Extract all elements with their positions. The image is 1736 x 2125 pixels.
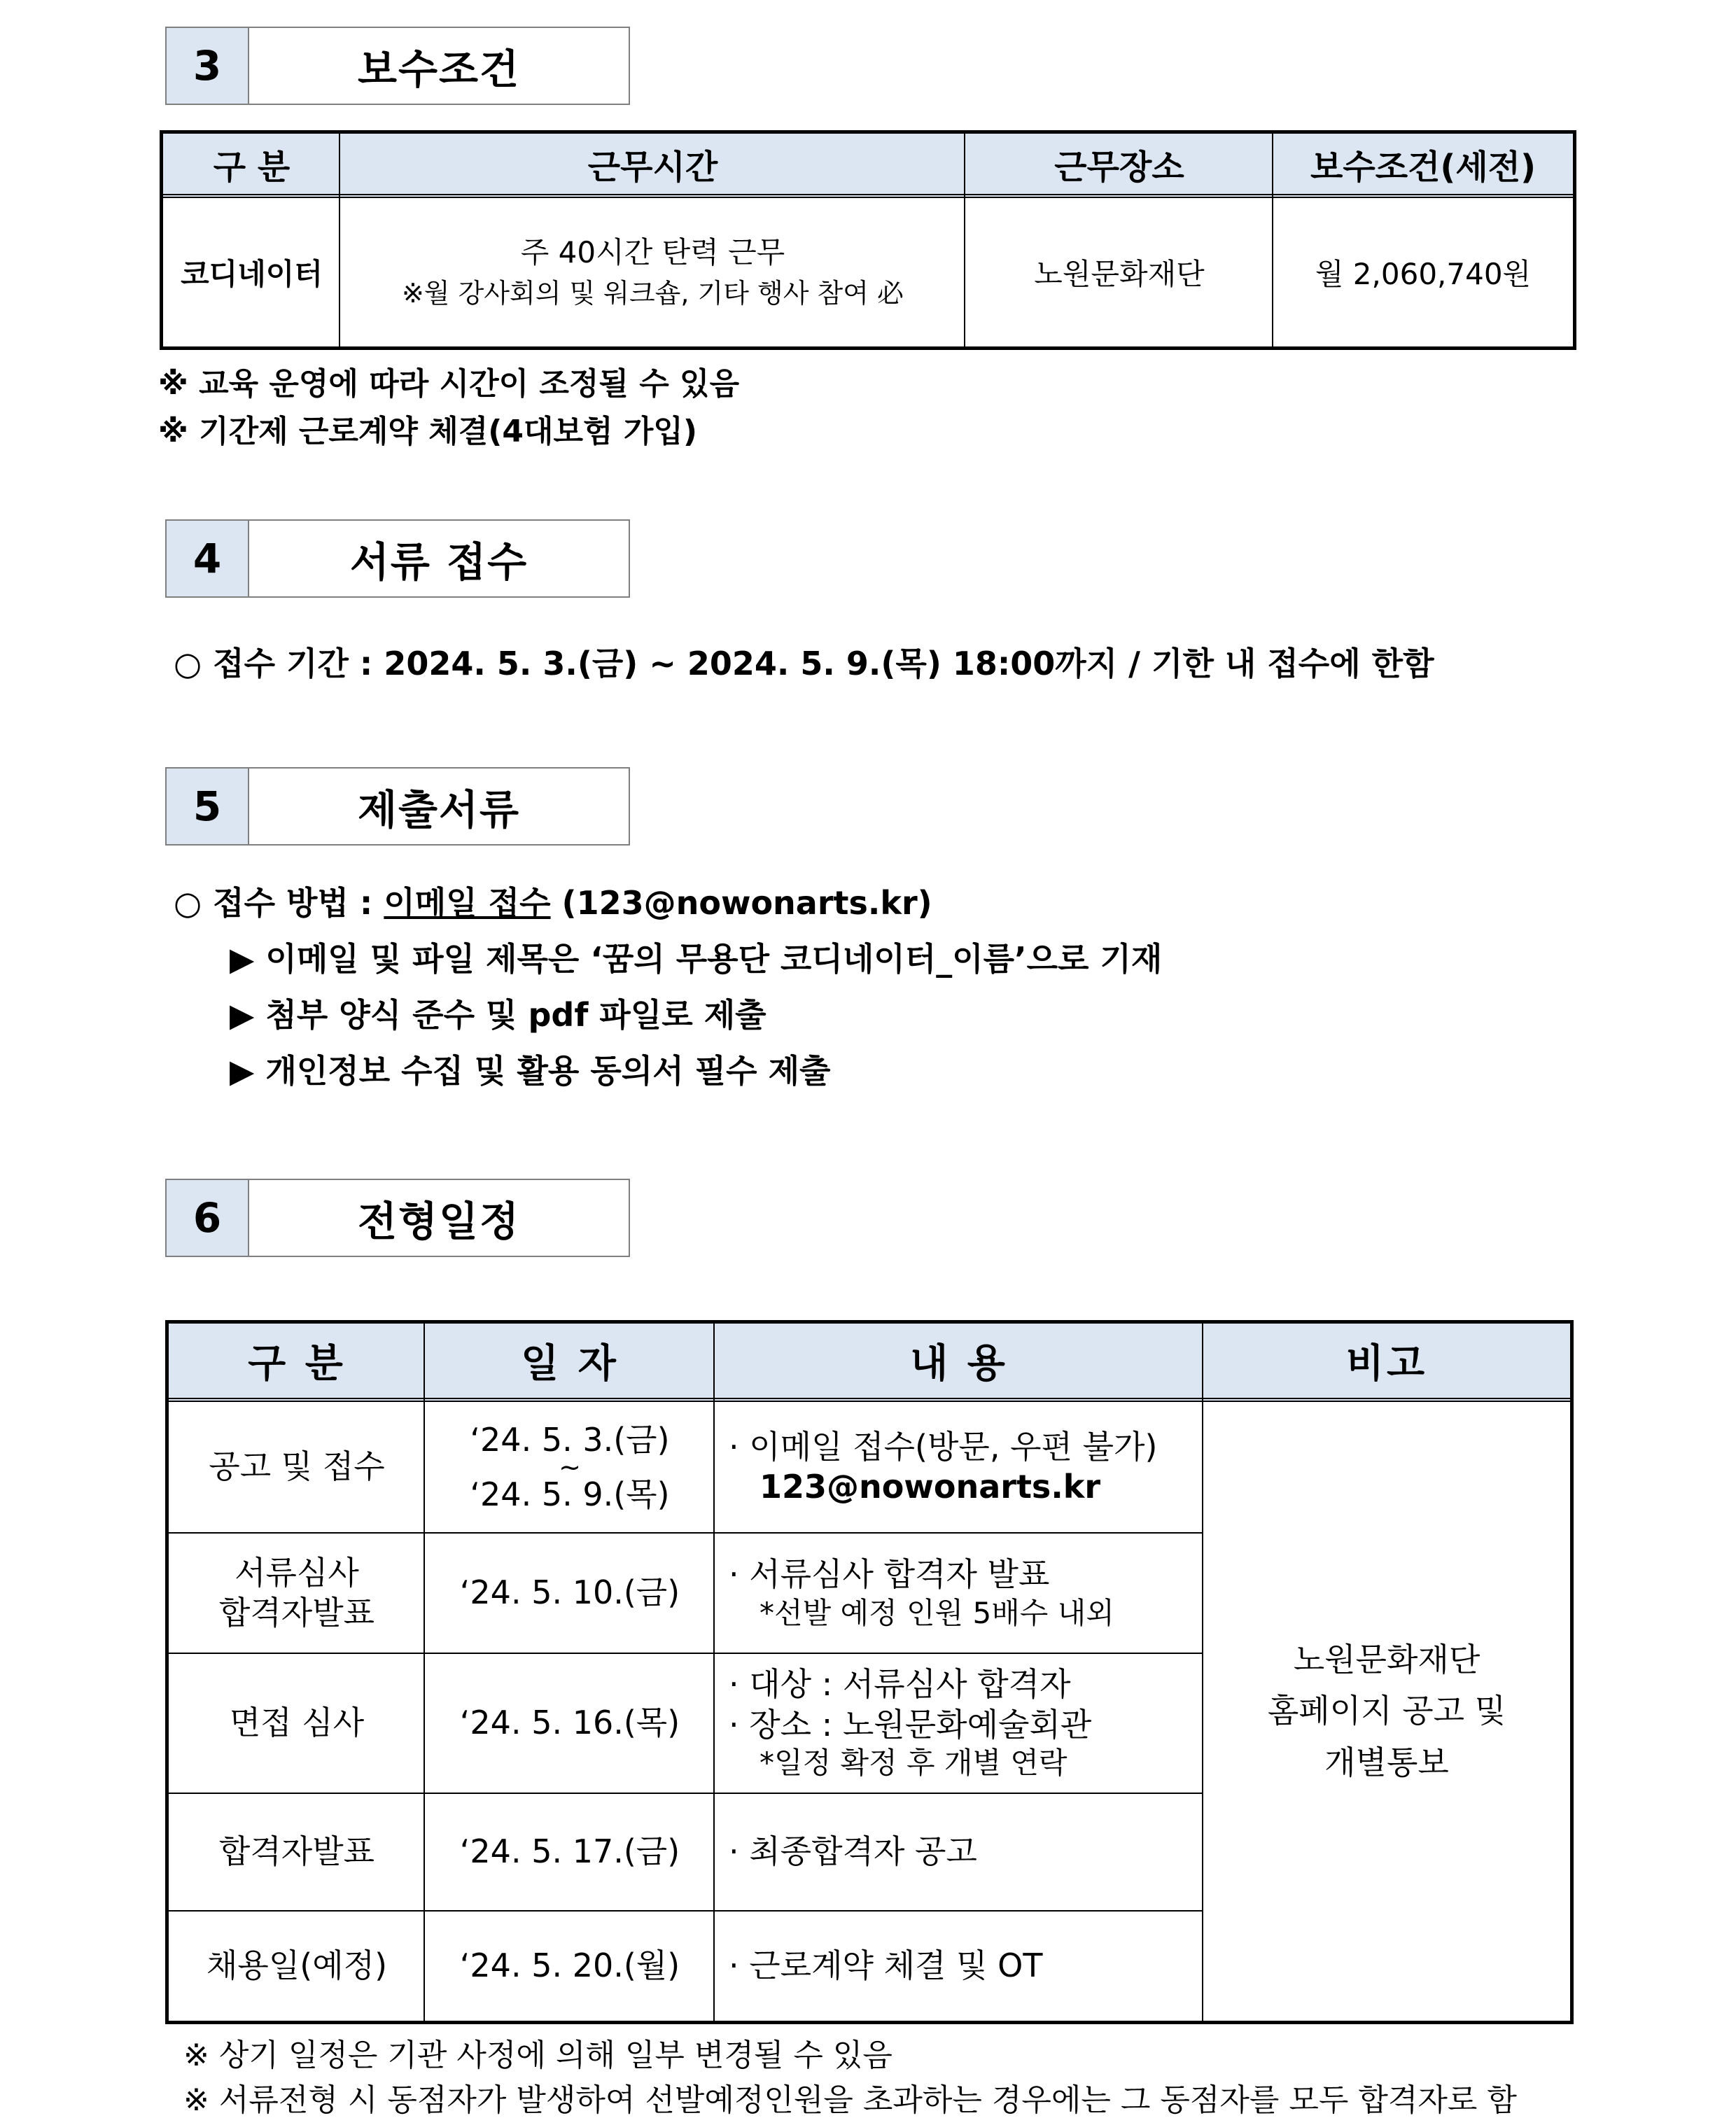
place-cell: 노원문화재단 xyxy=(1034,257,1205,291)
content-email: 123@nowonarts.kr xyxy=(760,1468,1101,1506)
row-date xyxy=(425,1402,715,1532)
category-line: 합격자발표 xyxy=(218,1594,375,1632)
header-category: 구 분 xyxy=(213,147,290,187)
schedule-note: ※ 서류전형 시 동점자가 발생하여 선발예정인원을 초과하는 경우에는 그 동점자를 모두 합격자로 함 xyxy=(183,2082,1517,2118)
section-header-5 xyxy=(165,767,630,846)
header-category: 구 분 xyxy=(248,1341,346,1387)
hours-note: ※월 강사회의 및 워크숍, 기타 행사 참여 必 xyxy=(401,277,904,309)
remark-cell xyxy=(1203,1402,1570,2021)
content-line: · 이메일 접수(방문, 우편 불가) xyxy=(729,1427,1158,1466)
section-title: 제출서류 xyxy=(357,786,521,834)
section-number: 6 xyxy=(167,1180,249,1256)
document-bullet: ▶ 첨부 양식 준수 및 pdf 파일로 제출 xyxy=(230,996,766,1034)
content-line: · 대상 : 서류심사 합격자 xyxy=(729,1665,1071,1704)
method-email: (123@nowonarts.kr) xyxy=(550,884,932,922)
header-pay: 보수조건(세전) xyxy=(1310,147,1536,187)
document-bullet: ▶ 개인정보 수집 및 활용 동의서 필수 제출 xyxy=(230,1052,831,1090)
header-date: 일 자 xyxy=(521,1341,619,1387)
section-header-3 xyxy=(165,27,630,105)
document-bullet: ▶ 이메일 및 파일 제목은 ‘꿈의 무용단 코디네이터_이름’으로 기재 xyxy=(230,940,1163,978)
content-note: *일정 확정 후 개별 연락 xyxy=(760,1746,1068,1781)
date-start: ‘24. 5. 3.(금) xyxy=(470,1420,670,1459)
remark-line: 홈페이지 공고 및 xyxy=(1267,1692,1506,1730)
content-line: · 근로계약 체결 및 OT xyxy=(729,1947,1043,1985)
date-end: ‘24. 5. 9.(목) xyxy=(470,1475,670,1514)
row-date: ‘24. 5. 16.(목) xyxy=(459,1704,680,1742)
row-date: ‘24. 5. 10.(금) xyxy=(459,1573,680,1612)
section-number: 4 xyxy=(167,521,249,596)
section-header-6 xyxy=(165,1179,630,1257)
hours-main: 주 40시간 탄력 근무 xyxy=(520,235,785,269)
row-content xyxy=(729,1654,1198,1793)
section-header-4 xyxy=(165,519,630,598)
row-content xyxy=(729,1912,1198,2021)
row-date: ‘24. 5. 17.(금) xyxy=(459,1832,680,1871)
row-date: ‘24. 5. 20.(월) xyxy=(459,1947,680,1985)
row-category: 합격자발표 xyxy=(218,1832,375,1871)
content-line: · 장소 : 노원문화예술회관 xyxy=(729,1705,1092,1744)
schedule-table xyxy=(165,1320,1574,2024)
row-content xyxy=(729,1534,1198,1653)
submission-method xyxy=(174,878,932,924)
content-note: *선발 예정 인원 5배수 내외 xyxy=(760,1595,1114,1630)
method-prefix: ○ 접수 방법 : xyxy=(174,884,384,922)
content-line: · 서류심사 합격자 발표 xyxy=(729,1555,1050,1593)
remark-line: 개별통보 xyxy=(1324,1743,1449,1781)
row-category: 채용일(예정) xyxy=(206,1947,388,1985)
receipt-period: ○ 접수 기간 : 2024. 5. 3.(금) ~ 2024. 5. 9.(목) 18:00까지 / 기한 내 접수에 한함 xyxy=(174,645,1434,682)
hours-cell xyxy=(340,198,965,346)
header-place: 근무장소 xyxy=(1054,147,1184,187)
section-title: 전형일정 xyxy=(357,1198,521,1245)
row-category xyxy=(169,1534,425,1653)
category-line: 서류심사 xyxy=(234,1553,359,1592)
section-title: 보수조건 xyxy=(357,45,521,93)
pay-table xyxy=(160,130,1576,350)
date-tilde: ~ xyxy=(559,1451,581,1482)
header-remark: 비고 xyxy=(1345,1341,1428,1387)
role-cell: 코디네이터 xyxy=(181,257,323,291)
row-content xyxy=(729,1402,1198,1532)
section-title: 서류 접수 xyxy=(349,538,528,586)
section-number: 5 xyxy=(167,769,249,844)
remark-line: 노원문화재단 xyxy=(1293,1640,1480,1678)
pay-table-header xyxy=(163,134,1573,198)
pay-note: ※ 기간제 근로계약 체결(4대보험 가입) xyxy=(158,414,697,449)
content-line: · 최종합격자 공고 xyxy=(729,1832,977,1871)
row-category: 면접 심사 xyxy=(229,1704,365,1742)
header-hours: 근무시간 xyxy=(587,147,718,187)
row-category: 공고 및 접수 xyxy=(209,1447,385,1486)
header-content: 내 용 xyxy=(910,1341,1008,1387)
section-number: 3 xyxy=(167,28,249,104)
schedule-note: ※ 상기 일정은 기관 사정에 의해 일부 변경될 수 있음 xyxy=(183,2038,892,2073)
method-email-receipt: 이메일 접수 xyxy=(384,884,551,922)
pay-note: ※ 교육 운영에 따라 시간이 조정될 수 있음 xyxy=(158,366,740,402)
row-content xyxy=(729,1794,1198,1910)
pay-cell: 월 2,060,740원 xyxy=(1315,257,1532,291)
